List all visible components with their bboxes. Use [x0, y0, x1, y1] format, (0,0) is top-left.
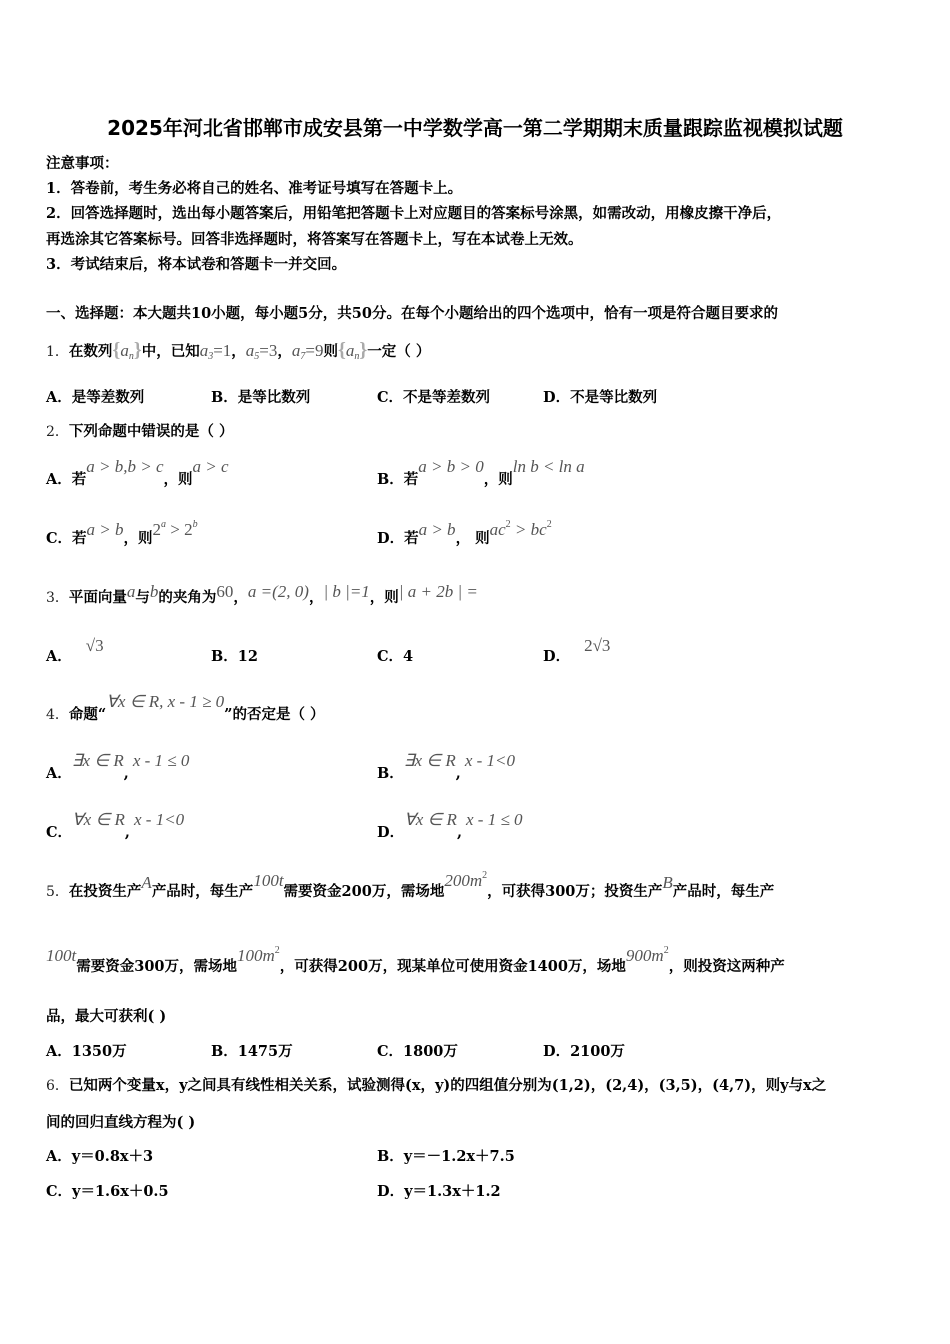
- q1-a3: a: [199, 341, 209, 360]
- q5-qty-1: 100t: [253, 871, 284, 890]
- q5-area-1: 200m: [444, 871, 483, 890]
- q3-option-c[interactable]: C．4: [377, 648, 414, 665]
- q3-number: 3．: [46, 590, 69, 606]
- q5-area-3: 900m: [625, 946, 664, 965]
- q1-text-4: ，: [277, 343, 292, 360]
- q2-d-exp2: 2: [546, 519, 552, 530]
- q1-eq-3: =9: [305, 341, 324, 360]
- q5-text-6: 需要资金300万，需场地: [76, 958, 238, 975]
- q3-text-3: 的夹角为: [158, 589, 217, 606]
- q5-area-1-sq: 2: [482, 870, 488, 881]
- q4-b-ineq: x - 1<0: [464, 751, 515, 770]
- q3-option-d[interactable]: [543, 636, 611, 666]
- q1-seq-a: a: [120, 341, 129, 360]
- q3-a-label: A．: [46, 648, 72, 665]
- q2-c-cond: a > b: [86, 520, 124, 539]
- q4-b-comma: ,: [455, 765, 461, 782]
- q2-c-res: [152, 519, 198, 539]
- q3-expression: | a + 2b | =: [398, 582, 478, 601]
- q4-c-quant: ∀x ∈ R: [72, 810, 125, 829]
- q1-brace-left-2: {: [337, 339, 346, 361]
- q1-brace-left: {: [112, 339, 121, 361]
- page-title: 2025年河北省邯郸市成安县第一中学数学高一第二学期期末质量跟踪监视模拟试题: [107, 116, 843, 140]
- q5-option-c[interactable]: C．1800万: [377, 1043, 458, 1060]
- notice-item-2: 2．回答选择题时，选出每小题答案后，用铅笔把答题卡上对应题目的答案标号涂黑，如需改动，用橡皮擦干净后，: [46, 205, 782, 222]
- q4-a-quant: ∃x ∈ R: [71, 751, 124, 770]
- q3-d-label: D．: [543, 648, 571, 665]
- q1-text-3: ，: [231, 343, 246, 360]
- q1-option-d[interactable]: D．不是等比数列: [543, 389, 658, 406]
- q3-text-6: ，则: [369, 589, 399, 606]
- q4-d-label: D．: [377, 824, 405, 841]
- q2-c-mid: > 2: [166, 520, 193, 539]
- q5-area-3-sq: 2: [663, 945, 669, 956]
- q2-d-exp1: 2: [505, 519, 511, 530]
- q2-b-cond: a > b > 0: [418, 457, 484, 476]
- q4-text-2: ”的否定是（ ）: [224, 706, 325, 723]
- q1-option-b[interactable]: B．是等比数列: [211, 389, 311, 406]
- q1-option-c[interactable]: C．不是等差数列: [377, 389, 491, 406]
- question-5-line-3: 品，最大可获利( ): [46, 1008, 167, 1025]
- q2-d-then: ， 则: [455, 530, 490, 547]
- q5-text-2: 产品时，每生产: [151, 883, 254, 900]
- q4-option-b[interactable]: [377, 751, 515, 783]
- q3-vec-b: b: [149, 582, 159, 601]
- notice-item-1: 1．答卷前，考生务必将自己的姓名、准考证号填写在答题卡上。: [46, 180, 463, 197]
- q4-d-quant: ∀x ∈ R: [404, 810, 457, 829]
- q4-d-ineq: x - 1 ≤ 0: [466, 810, 523, 829]
- q5-text-4: ，可获得300万；投资生产: [487, 883, 663, 900]
- q3-option-a[interactable]: [46, 636, 104, 666]
- question-2: [46, 420, 233, 441]
- notice-heading: 注意事项：: [46, 155, 119, 172]
- q2-c-exp2: b: [192, 519, 198, 530]
- q5-product-a: A: [141, 873, 152, 892]
- q3-text-2: 与: [135, 589, 150, 606]
- q1-text-5: 则: [323, 343, 338, 360]
- q2-option-b[interactable]: [377, 457, 585, 489]
- q2-option-a[interactable]: [46, 457, 229, 489]
- q3-a-value: √3: [85, 636, 104, 655]
- q3-option-b[interactable]: B．12: [211, 648, 258, 665]
- q5-text-1: 在投资生产: [68, 883, 142, 900]
- q1-option-a[interactable]: A．是等差数列: [46, 389, 145, 406]
- q5-product-b: B: [662, 873, 673, 892]
- q1-text-6: 一定（ ）: [367, 343, 431, 360]
- q2-c-then: ，则: [123, 530, 153, 547]
- q2-a-res: a > c: [192, 457, 229, 476]
- q1-a7: a: [291, 341, 301, 360]
- q1-eq-2: =3: [259, 341, 278, 360]
- q6-option-b[interactable]: B．y＝－1.2x＋7.5: [377, 1148, 515, 1165]
- q4-option-d[interactable]: [377, 810, 523, 842]
- q2-b-then: ，则: [483, 471, 513, 488]
- q1-seq-a-2: a: [345, 341, 355, 360]
- q2-d-label: D．若: [377, 530, 419, 547]
- q5-text-7: ，可获得200万，现某单位可使用资金1400万，场地: [279, 958, 626, 975]
- q1-sub-7: 7: [300, 351, 306, 362]
- q5-text-8: ，则投资这两种产: [668, 958, 785, 975]
- notice-item-3: 3．考试结束后，将本试卷和答题卡一并交回。: [46, 256, 347, 273]
- q2-a-cond: a > b,b > c: [86, 457, 164, 476]
- q1-brace-right-2: }: [359, 339, 368, 361]
- question-6-line-1: [46, 1074, 826, 1095]
- q5-option-d[interactable]: D．2100万: [543, 1043, 625, 1060]
- question-6-line-2: 间的回归直线方程为( ): [46, 1114, 196, 1131]
- question-3: [46, 582, 478, 607]
- question-5-line-1: [46, 870, 775, 901]
- q1-sub-5: 5: [254, 351, 260, 362]
- q5-text-3: 需要资金200万，需场地: [283, 883, 445, 900]
- q2-c-base1: 2: [152, 520, 162, 539]
- q4-a-label: A．: [46, 765, 72, 782]
- q2-option-c[interactable]: [46, 519, 198, 548]
- notice-item-2-cont: 再选涂其它答案标号。回答非选择题时，将答案写在答题卡上，写在本试卷上无效。: [46, 231, 583, 248]
- q1-text-2: 中，已知: [141, 343, 200, 360]
- q2-d-cond: a > b: [418, 520, 456, 539]
- q2-stem: 下列命题中错误的是（ ）: [68, 423, 234, 440]
- section-heading: 一、选择题：本大题共10小题，每小题5分，共50分。在每个小题给出的四个选项中，恰有一项是符合题目要求的: [46, 305, 778, 322]
- q5-option-b[interactable]: B．1475万: [211, 1043, 293, 1060]
- q3-text-5: ，: [308, 589, 324, 606]
- q4-option-c[interactable]: [46, 810, 185, 842]
- q3-norm: | b |=1: [323, 582, 370, 601]
- q4-c-label: C．: [46, 824, 73, 841]
- q3-text-1: 平面向量: [68, 589, 127, 606]
- q4-text-1: 命题“: [68, 706, 107, 723]
- q6-option-d[interactable]: D．y＝1.3x＋1.2: [377, 1183, 501, 1200]
- q1-seq-n: n: [128, 351, 134, 362]
- q4-number: 4．: [46, 707, 69, 723]
- q5-area-2: 100m: [237, 946, 275, 965]
- question-4: [46, 692, 325, 724]
- q2-d-res: [489, 519, 552, 539]
- q1-sub-3: 3: [208, 351, 214, 362]
- q5-qty-2: 100t: [46, 946, 77, 965]
- q1-a5: a: [245, 341, 255, 360]
- q5-text-5: 产品时，每生产: [672, 883, 775, 900]
- question-1: [46, 339, 430, 362]
- q4-b-quant: ∃x ∈ R: [403, 751, 456, 770]
- q4-a-ineq: x - 1 ≤ 0: [132, 751, 190, 770]
- q3-vec-a: a: [126, 582, 136, 601]
- question-5-line-2: [46, 945, 785, 976]
- q4-proposition: ∀x ∈ R, x - 1 ≥ 0: [106, 692, 225, 711]
- q3-vector-value: a =(2, 0): [247, 582, 309, 601]
- q2-a-then: ，则: [163, 471, 193, 488]
- q5-area-2-sq: 2: [274, 945, 280, 956]
- q3-angle: 60: [216, 582, 234, 601]
- q2-c-exp1: a: [161, 519, 167, 530]
- q3-text-4: ，: [233, 589, 248, 606]
- q6-number: 6．: [46, 1078, 69, 1094]
- q2-d-res2: > bc: [510, 520, 547, 539]
- q4-option-a[interactable]: [46, 751, 190, 783]
- q4-d-comma: ,: [456, 824, 463, 841]
- q5-number: 5．: [46, 884, 69, 900]
- q6-text-1: 已知两个变量x，y之间具有线性相关关系，试验测得(x，y)的四组值分别为(1,2)，(2,4)，(3,5)，(4,7)，则y与x之: [68, 1077, 827, 1094]
- q4-c-ineq: x - 1<0: [133, 810, 185, 829]
- q2-number: 2．: [46, 424, 69, 440]
- q1-text-1: 在数列: [68, 343, 113, 360]
- q5-option-a[interactable]: A．1350万: [46, 1043, 127, 1060]
- q3-d-value: 2√3: [584, 636, 611, 655]
- q6-option-c[interactable]: C．y＝1.6x＋0.5: [46, 1183, 169, 1200]
- q2-b-label: B．若: [377, 471, 419, 488]
- q2-d-res1: ac: [489, 520, 506, 539]
- q2-b-res: ln b < ln a: [512, 457, 585, 476]
- q4-c-comma: ,: [124, 824, 130, 841]
- q4-b-label: B．: [377, 765, 404, 782]
- q1-number: 1．: [46, 344, 69, 360]
- q6-option-a[interactable]: A．y＝0.8x＋3: [46, 1148, 154, 1165]
- q1-seq-n-2: n: [354, 351, 360, 362]
- q1-brace-right: }: [133, 339, 142, 361]
- q2-option-d[interactable]: [377, 519, 552, 548]
- q2-a-label: A．若: [46, 471, 87, 488]
- q2-c-label: C．若: [46, 530, 87, 547]
- q4-a-comma: ,: [123, 765, 129, 782]
- q1-eq-1: =1: [213, 341, 232, 360]
